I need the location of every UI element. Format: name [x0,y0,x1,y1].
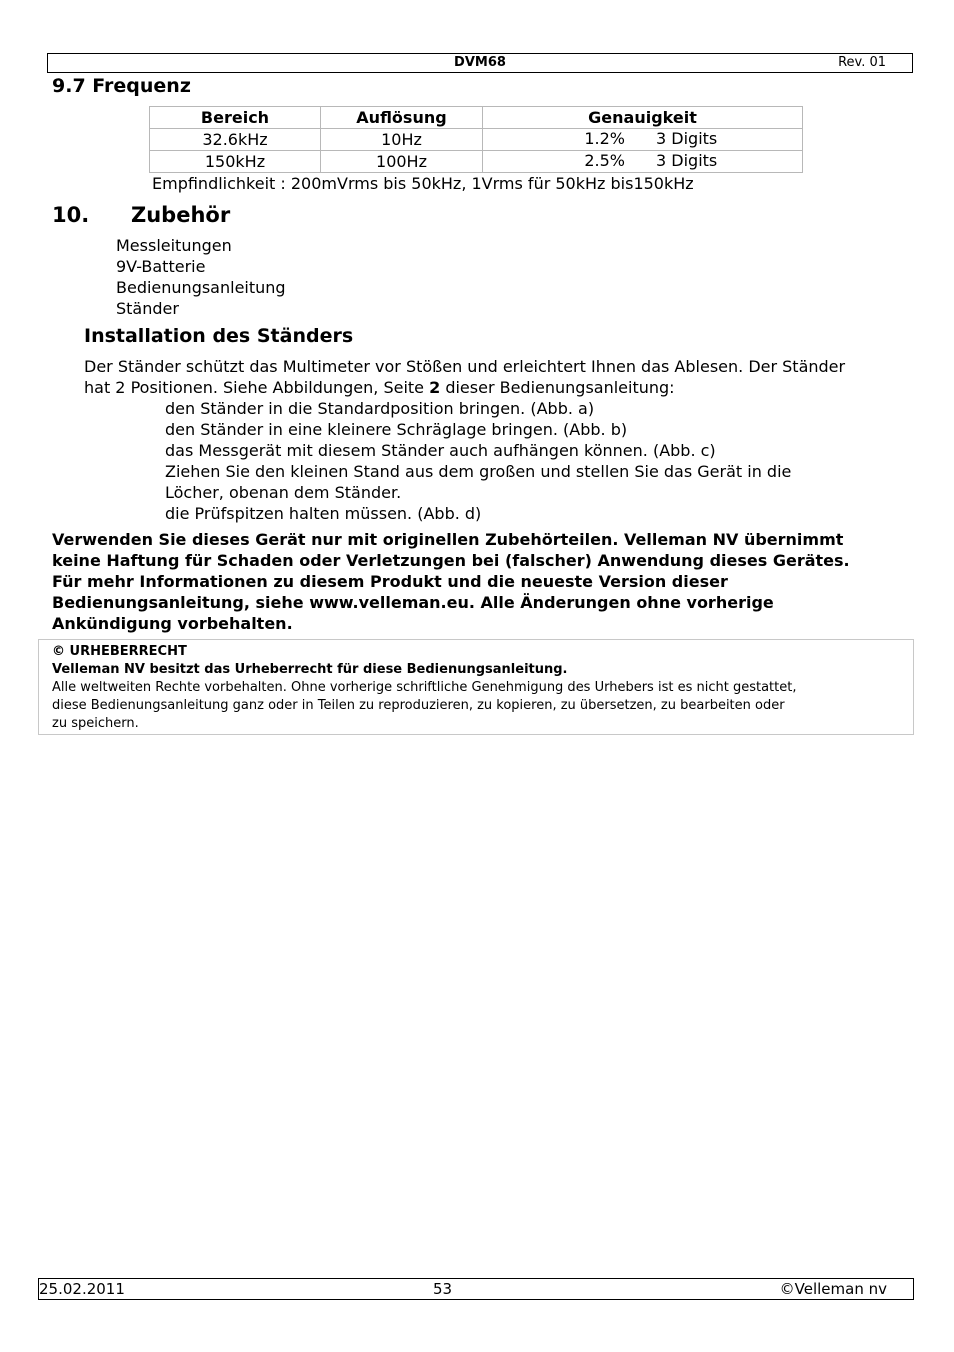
sensitivity-note: Empfindlichkeit : 200mVrms bis 50kHz, 1Vrms für 50kHz bis150kHz [152,174,694,193]
list-item: Ziehen Sie den kleinen Stand aus dem großen und stellen Sie das Gerät in die [165,462,792,481]
installation-intro [84,356,845,398]
warning-line: keine Haftung für Schaden oder Verletzungen bei (falscher) Anwendung dieses Gerätes. [52,551,850,570]
table-header-row [150,107,803,129]
accessory-list [116,235,286,319]
page-header [47,53,913,73]
intro-text: dieser Bedienungsanleitung: [440,378,675,397]
section-10-title: Zubehör [131,203,231,227]
table-cell-resolution: 10Hz [321,129,483,151]
copyright-title: © URHEBERRECHT [52,644,187,659]
list-item: das Messgerät mit diesem Ständer auch aufhängen können. (Abb. c) [165,441,716,460]
table-cell-resolution: 100Hz [321,151,483,173]
intro-line [84,377,845,398]
warning-line: Ankündigung vorbehalten. [52,614,293,633]
table-header-range: Bereich [150,107,321,129]
accuracy-digits: 3 Digits [656,151,718,170]
copyright-line: diese Bedienungsanleitung ganz oder in Teilen zu reproduzieren, zu kopieren, zu übersetzen, zu bearbeiten oder [52,698,785,713]
frequency-table [149,106,803,173]
list-item: Messleitungen [116,236,232,255]
table-cell-accuracy [483,129,803,151]
warning-line: Verwenden Sie dieses Gerät nur mit originellen Zubehörteilen. Velleman NV übernimmt [52,530,844,549]
table-cell-range: 150kHz [150,151,321,173]
table-row [150,129,803,151]
section-9-7-title: 9.7 Frequenz [52,75,191,97]
section-10-number: 10. [52,203,90,227]
header-revision: Rev. 01 [838,55,886,70]
table-cell-accuracy [483,151,803,173]
list-item: 9V-Batterie [116,257,206,276]
footer-brand: ©Velleman nv [779,1280,887,1298]
accuracy-digits: 3 Digits [656,129,718,148]
list-item: die Prüfspitzen halten müssen. (Abb. d) [165,504,482,523]
table-cell-range: 32.6kHz [150,129,321,151]
copyright-box [38,639,914,735]
list-item: Ständer [116,299,179,318]
list-item: den Ständer in eine kleinere Schräglage bringen. (Abb. b) [165,420,628,439]
footer-date: 25.02.2011 [39,1280,125,1298]
table-header-accuracy: Genauigkeit [483,107,803,129]
list-item: Löcher, obenan dem Ständer. [165,483,402,502]
copyright-subtitle: Velleman NV besitzt das Urheberrecht für diese Bedienungsanleitung. [52,662,568,677]
installation-steps [165,398,791,524]
list-item: den Ständer in die Standardposition bringen. (Abb. a) [165,399,595,418]
table-header-resolution: Auflösung [321,107,483,129]
warning-line: Bedienungsanleitung, siehe www.velleman.eu. Alle Änderungen ohne vorherige [52,593,774,612]
installation-title: Installation des Ständers [84,325,354,347]
list-item: Bedienungsanleitung [116,278,286,297]
footer-page-number: 53 [433,1280,453,1298]
copyright-line: Alle weltweiten Rechte vorbehalten. Ohne vorherige schriftliche Genehmigung des Urhebers ist es nicht gestattet, [52,680,797,695]
table-row [150,151,803,173]
intro-line: Der Ständer schützt das Multimeter vor Stößen und erleichtert Ihnen das Ablesen. Der Ständer [84,357,846,376]
page-footer [38,1278,914,1300]
copyright-line: zu speichern. [52,716,139,731]
warning-line: Für mehr Informationen zu diesem Produkt und die neueste Version dieser [52,572,728,591]
accuracy-percent: 1.2% [584,129,625,148]
accuracy-percent: 2.5% [584,151,625,170]
intro-page-number: 2 [429,378,441,397]
intro-text: hat 2 Positionen. Siehe Abbildungen, Seite [84,378,430,397]
warning-paragraph [52,529,912,634]
header-model: DVM68 [454,55,506,70]
